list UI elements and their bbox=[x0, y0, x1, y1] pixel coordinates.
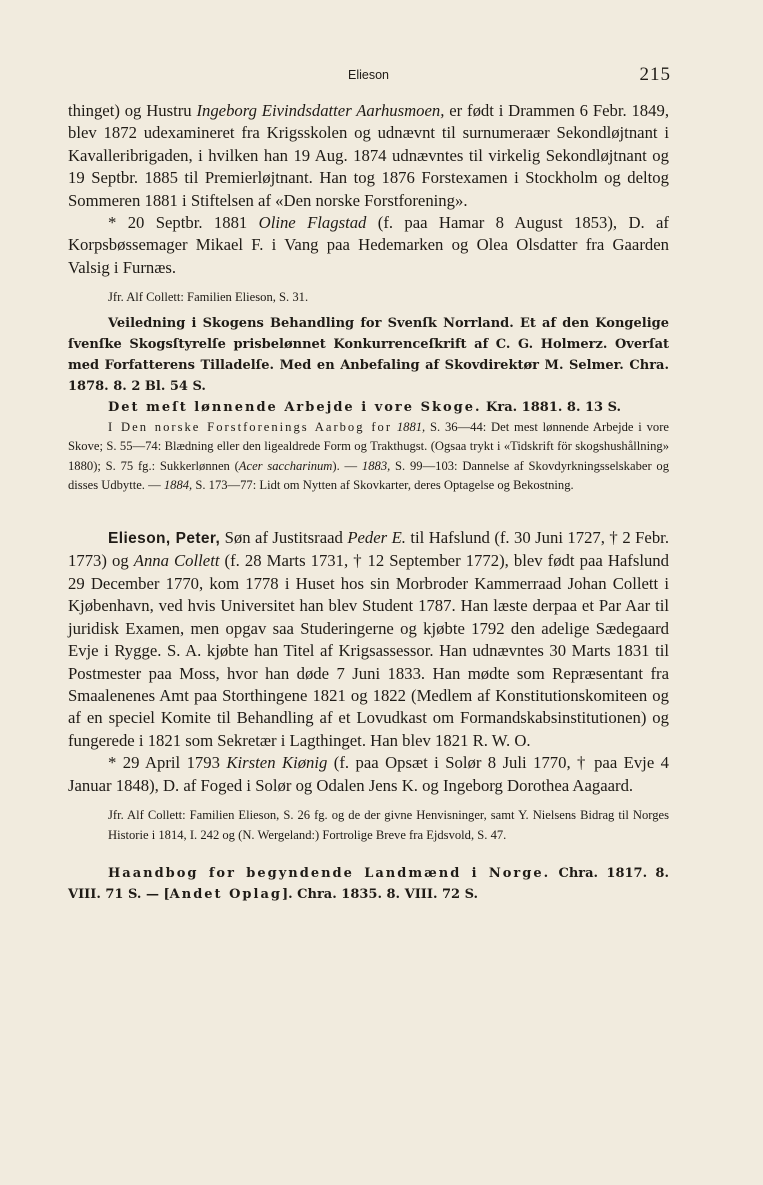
bibliography-item: Veiledning i Skogens Behandling for Svenſk Norrland. Et af den Kongelige ſvenſke Skogsſtyrelſe prisbelønnet Konkurrenceſkrift af C. G. Holmerz. Overſat med Forfatterens Tilladelſe. Med en Anbefaling af Skovdirektør M. Selmer. Chra. 1878. 8. 2 Bl. 54 S. bbox=[68, 316, 669, 395]
text-run: ). — bbox=[332, 458, 362, 473]
text-run: S. 99—103: Dannelse af Skovdyrkningsselskaber og disses Udbytte. — bbox=[68, 458, 670, 492]
entry-heading: Elieson, Peter, bbox=[108, 530, 221, 548]
spouse-name: Kirsten Kiønig bbox=[226, 753, 328, 773]
text-run: ]. Chra. 1835. 8. VIII. 72 S. bbox=[281, 886, 479, 902]
section-gap bbox=[68, 851, 669, 863]
text-run: er født i Drammen 6 Febr. 1849, blev 1872 udexamineret fra Krigsskolen og udnævnt til surnumeraær Sekondløjtnant i Kavalleribrigaden, i hvilken han 19 Aug. 1874 udnævntes til virkelig Sekondløjtnant og 19 Septbr. 1885 til Premierløjtnant. Han tog 1876 Forstexamen i Stockholm og deltog Sommeren 1881 i Stiftelsen af «Den norske Forstforening». bbox=[68, 101, 670, 210]
section-gap bbox=[68, 495, 669, 527]
entry-paragraph bbox=[68, 527, 669, 752]
reference-note: Jfr. Alf Collett: Familien Elieson, S. 26 fg. og de der givne Henvisninger, samt Y. Nielsens Bidrag til Norges Historie i 1814, I. 242 og (N. Wergeland:) Fortrolige Breve fra Ejdsvold, S. 47. bbox=[108, 807, 669, 842]
bibliography-item bbox=[68, 397, 669, 418]
text-run: til Hafslund (f. 30 Juni 1727, † 2 Febr. 1773) og bbox=[68, 528, 669, 571]
text-run: (f. paa Hamar 8 August 1853), D. af Korpsbøssemager Mikael F. i Vang paa Hedemarken og Olea Olsdatter fra Gaarden Valsig i Furnæs. bbox=[68, 213, 669, 277]
text-run: Søn af Justitsraad bbox=[220, 528, 348, 548]
page-header bbox=[68, 64, 669, 88]
text-run: * 20 Septbr. 1881 bbox=[108, 213, 259, 233]
bibliography-title: Haandbog for begyndende Landmænd i Norge. bbox=[108, 865, 551, 881]
bibliography-item bbox=[68, 418, 669, 495]
bibliography-item bbox=[68, 863, 669, 905]
text-run: * 29 April 1793 bbox=[108, 753, 227, 773]
year: 1884, bbox=[163, 477, 193, 492]
page-body bbox=[68, 100, 669, 905]
entry-continuation-paragraph bbox=[68, 100, 669, 212]
page-number: 215 bbox=[639, 64, 671, 85]
year: 1881, bbox=[396, 420, 426, 435]
text-run: (f. 28 Marts 1731, † 12 September 1772), blev født paa Hafslund 29 December 1770, kom 1778 i Huset hos sin Morbroder Kammerraad Johan Collett i Kjøbenhavn, ved hvis Universitet han blev Student 1787. Han læste derpaa et Par Aar til juridisk Examen, men opgav saa Studeringerne og kjøbte 1792 den adelige Sædegaard Evje i Rygge. S. A. kjøbte han Titel af Krigsassessor. Han udnævntes 30 Marts 1831 til Postmester paa Moss, hvor han døde 7 Juni 1833. Han mødte som Repræsentant fra Smaalenenes Amt paa Storthingene 1821 og 1822 (Medlem af Konstitutionskomiteen og af en speciel Komite til Behandling af et Lovudkast om Formandskabsinstitutionen) og fungerede i 1821 som Sekretær i Lagthinget. Han blev 1821 R. W. O. bbox=[68, 551, 669, 750]
year: 1883, bbox=[361, 458, 391, 473]
text-run: S. 173—77: Lidt om Nytten af Skovkarter, deres Optagelse og Bekostning. bbox=[192, 477, 574, 492]
bibliography-title: I Den norske Forstforenings Aarbog for bbox=[108, 420, 393, 435]
text-run: S. 36—44: Det mest lønnende Arbejde i vore Skove; S. 55—74: Blædning eller den ligealdrede Form og Trakthugst. (Ogsaa trykt i «Tidskrift för skogshushållning» 1880); S. 75 fg.: Sukkerlønnen ( bbox=[68, 420, 669, 473]
mother-name: Anna Collett bbox=[133, 551, 220, 571]
spouse-name: Oline Flagstad bbox=[258, 213, 367, 233]
bibliography-edition: Andet Oplag bbox=[169, 886, 282, 902]
running-head: Elieson bbox=[348, 68, 389, 82]
text-run: Chra. 1817. 8. VIII. 71 S. — [ bbox=[68, 865, 670, 902]
marriage-paragraph bbox=[68, 212, 669, 279]
latin-name: Acer saccharinum bbox=[238, 458, 333, 473]
father-name: Peder E. bbox=[347, 528, 406, 548]
marriage-paragraph bbox=[68, 752, 669, 797]
wife-name: Ingeborg Eivindsdatter Aarhusmoen, bbox=[196, 101, 445, 120]
text-run: thinget) og Hustru bbox=[68, 101, 197, 120]
reference-note: Jfr. Alf Collett: Familien Elieson, S. 31. bbox=[108, 290, 309, 305]
bibliography-title: Det meſt lønnende Arbejde i vore Skoge. bbox=[108, 400, 482, 416]
text-run: (f. paa Opsæt i Solør 8 Juli 1770, † paa Evje 4 Januar 1848), D. af Foged i Solør og Odalen Jens K. og Ingeborg Dorothea Aagaard. bbox=[68, 753, 669, 795]
text-run: Kra. 1881. 8. 13 S. bbox=[481, 400, 622, 416]
